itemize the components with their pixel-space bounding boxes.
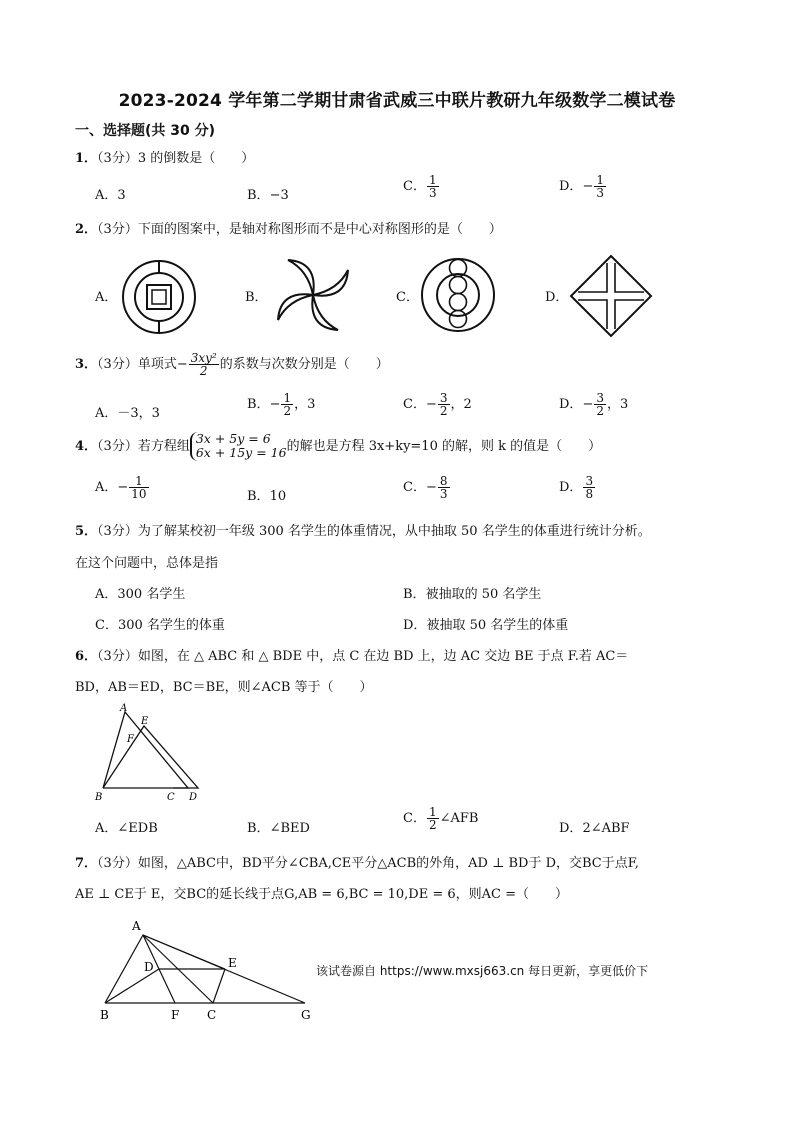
option-c[interactable]: C． — [396, 290, 419, 305]
option-c[interactable]: C． $\frac{1}{2}$ ∠AFB — [403, 805, 479, 832]
fraction: $\frac{1}{3}$ — [596, 173, 604, 200]
option-d[interactable]: D．− $\frac{3}{2}$ ，3 — [559, 391, 629, 418]
fraction: $\frac{3}{8}$ — [585, 474, 594, 501]
option-a[interactable]: A．300 名学生 — [95, 587, 186, 602]
option-b[interactable]: B．− $\frac{1}{2}$ ，3 — [247, 391, 316, 418]
question-4: 4．（3分）若方程组 3x + 5y = 6 6x + 15y = 16 的解也是方程 3x+ky=10 的解，则 k 的值是（ ） — [75, 431, 602, 461]
option-c[interactable]: C．− $\frac{8}{3}$ — [403, 474, 448, 501]
question-7-line-2: AE ⊥ CE于 E，交BC的延长线于点G,AB = 6,BC = 10,DE = 6，则AC =（ ） — [75, 887, 568, 902]
option-d[interactable]: D．2∠ABF — [559, 821, 630, 836]
point-label: F — [127, 734, 134, 745]
question-text: 3 的倒数是（ ） — [137, 151, 255, 166]
section-heading: 一、选择题(共 30 分) — [75, 123, 216, 139]
question-5: 5．（3分）为了解某校初一年级 300 名学生的体重情况，从中抽取 50 名学生的体重进行统计分析。 — [75, 524, 651, 539]
watermark-text: 该试卷源自 https://www.mxsj663.cn 每日更新，享更低价下 — [316, 964, 649, 978]
fraction: $\frac{1}{2}$ — [283, 391, 292, 418]
point-label: E — [228, 956, 237, 970]
split-diamond-icon — [568, 253, 654, 339]
question-6: 6．（3分）如图，在 △ ABC 和 △ BDE 中，点 C 在边 BD 上，边 AC 交边 BE 于点 F.若 AC＝ — [75, 649, 629, 664]
coin-icon — [117, 255, 201, 339]
fraction: $\frac{3}{2}$ — [439, 391, 448, 418]
option-a[interactable]: A．－3，3 — [95, 406, 160, 421]
option-b[interactable]: B． — [245, 290, 268, 305]
fraction: $\frac{3}{2}$ — [596, 391, 604, 418]
point-label: D — [189, 792, 198, 803]
point-label: D — [144, 960, 154, 974]
point-label: C — [207, 1008, 217, 1022]
option-b[interactable]: B．∠BED — [247, 821, 310, 836]
point-label: B — [100, 1008, 109, 1022]
stacked-circles-icon — [418, 255, 498, 335]
option-a[interactable]: A．3 — [95, 188, 126, 203]
option-d[interactable]: D．被抽取 50 名学生的体重 — [403, 618, 569, 633]
option-a[interactable]: A．∠EDB — [95, 821, 158, 836]
question-number: 1． — [75, 151, 98, 166]
option-c[interactable]: C． $\frac{1}{3}$ — [403, 173, 437, 200]
point-label: C — [167, 792, 175, 803]
question-6-line-2: BD，AB＝ED，BC＝BE，则∠ACB 等于（ ） — [75, 680, 373, 695]
point-label: F — [171, 1008, 180, 1022]
option-d[interactable]: D． $\frac{3}{8}$ — [559, 474, 594, 501]
fraction: $\frac{8}{3}$ — [439, 474, 448, 501]
triangle-figure-q7 — [95, 915, 320, 1025]
option-c[interactable]: C．300 名学生的体重 — [95, 618, 225, 633]
fraction: $\frac{\text{3xy²}}{2}$ — [190, 351, 217, 378]
option-b[interactable]: B．10 — [247, 489, 287, 504]
option-b[interactable]: B．−3 — [247, 188, 289, 203]
option-d[interactable]: D． — [545, 290, 569, 305]
option-c[interactable]: C．− $\frac{3}{2}$ ，2 — [403, 391, 472, 418]
fraction: $\frac{1}{2}$ — [428, 805, 437, 832]
point-label: A — [132, 919, 141, 933]
question-5-line-2: 在这个问题中，总体是指 — [75, 556, 219, 571]
fraction: $\frac{1}{3}$ — [428, 173, 437, 200]
option-a[interactable]: A． — [95, 290, 118, 305]
pinwheel-icon — [268, 250, 358, 340]
triangle-figure-q6 — [90, 700, 205, 805]
point-label: G — [301, 1008, 311, 1022]
point-label: E — [141, 716, 149, 727]
option-b[interactable]: B．被抽取的 50 名学生 — [403, 587, 542, 602]
question-score: （3分） — [97, 151, 138, 166]
question-1 — [75, 147, 254, 166]
option-a[interactable]: A．− $\frac{1}{10}$ — [95, 474, 147, 501]
option-d[interactable]: D．− $\frac{1}{3}$ — [559, 173, 604, 200]
page-title: 2023-2024 学年第二学期甘肃省武威三中联片教研九年级数学二模试卷 — [118, 91, 676, 111]
fraction: $\frac{1}{10}$ — [131, 474, 147, 501]
point-label: B — [95, 792, 103, 803]
question-3: 3．（3分）单项式− $\frac{\text{3xy²}}{2}$ 的系数与次数分别是（ ） — [75, 351, 389, 378]
question-2: 2．（3分）下面的图案中，是轴对称图形而不是中心对称图形的是（ ） — [75, 222, 502, 237]
question-text: 下面的图案中，是轴对称图形而不是中心对称图形的是（ ） — [137, 222, 502, 237]
point-label: A — [120, 703, 128, 714]
equation-system: 3x + 5y = 6 6x + 15y = 16 — [190, 432, 287, 461]
question-7: 7．（3分）如图，△ABC中，BD平分∠CBA,CE平分△ACB的外角，AD ⊥ BD于 D，交BC于点F, — [75, 856, 639, 871]
